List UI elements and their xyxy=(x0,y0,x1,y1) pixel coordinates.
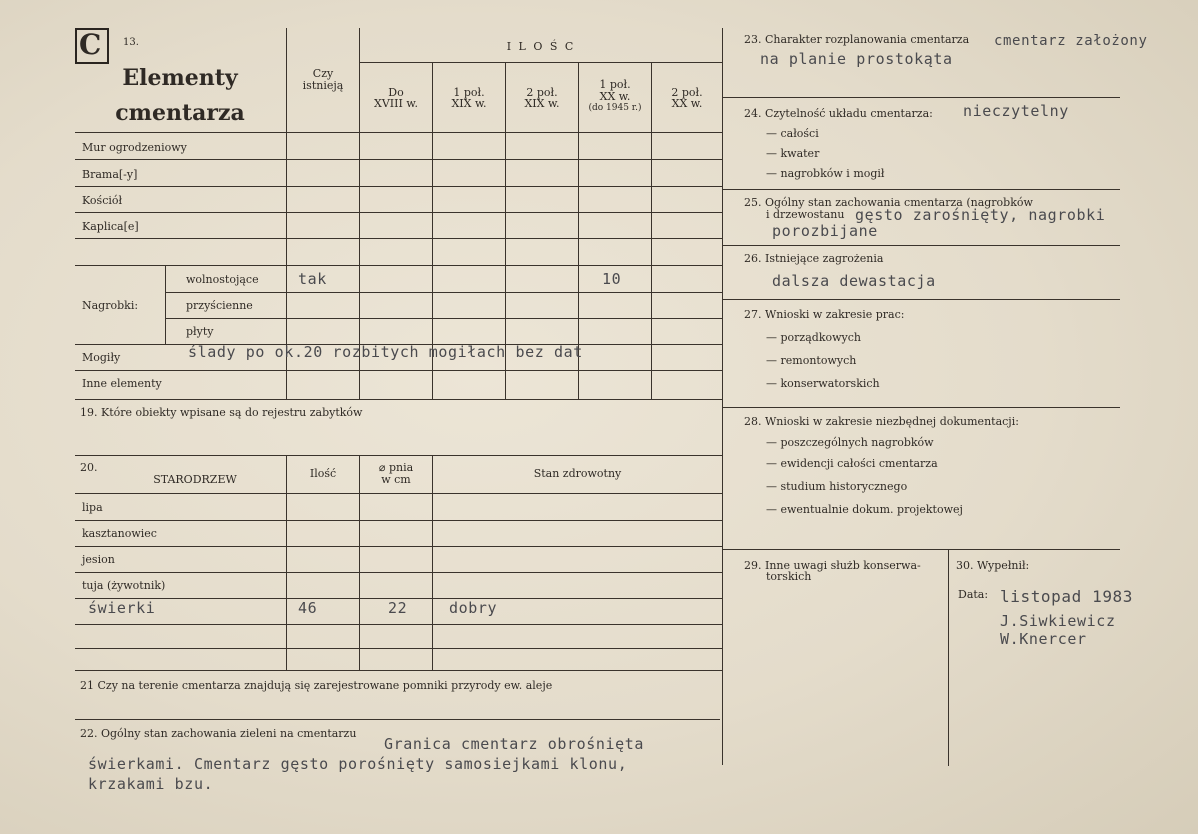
typed-section-22-line1: Granica cmentarz obrośnięta xyxy=(384,735,645,753)
czy-istnieja-header: Czy istnieją xyxy=(302,67,344,92)
rule xyxy=(75,186,722,187)
rule xyxy=(165,318,722,319)
rule xyxy=(75,572,722,573)
rule xyxy=(75,399,722,400)
section-24-item-1: — całości xyxy=(766,127,819,140)
rule xyxy=(722,97,1120,98)
starodrzew-header: STARODRZEW xyxy=(153,473,237,486)
section-27-item-2: — remontowych xyxy=(766,354,857,367)
section-27-item-3: — konserwatorskich xyxy=(766,377,880,390)
tree-kasztanowiec: kasztanowiec xyxy=(82,527,157,540)
rule xyxy=(75,546,722,547)
rule xyxy=(722,299,1120,300)
section-28-item-1: — poszczególnych nagrobków xyxy=(766,436,934,449)
corner-letter: C xyxy=(79,28,102,61)
section-28-item-2: — ewidencji całości cmentarza xyxy=(766,457,938,470)
section-27-label: 27. Wnioski w zakresie prac: xyxy=(744,308,905,321)
rule xyxy=(722,28,723,765)
typed-section-23-value2: na planie prostokąta xyxy=(760,50,953,68)
rule xyxy=(75,370,722,371)
period-header-3-l2: XIX w. xyxy=(524,97,560,110)
section-26-label: 26. Istniejące zagrożenia xyxy=(744,252,884,265)
period-header-4-l3: (do 1945 r.) xyxy=(588,103,642,113)
pnia-header-l2: w cm xyxy=(381,473,411,486)
section-30-label: 30. Wypełnił: xyxy=(956,559,1030,572)
section-24-label: 24. Czytelność układu cmentarza: xyxy=(744,107,933,120)
tree-lipa: lipa xyxy=(82,501,103,514)
period-header-5-l2: XX w. xyxy=(671,97,703,110)
period-header-1-l1: Do xyxy=(388,86,404,99)
typed-section-24-value: nieczytelny xyxy=(963,102,1069,120)
section-19-label: 19. Które obiekty wpisane są do rejestru zabytków xyxy=(80,406,363,419)
typed-section-25-value1: gęsto zarośnięty, nagrobki xyxy=(855,206,1106,224)
tree-tuja: tuja (żywotnik) xyxy=(82,579,166,592)
typed-tak: tak xyxy=(298,270,327,288)
rule xyxy=(286,455,287,670)
typed-section-26-value: dalsza dewastacja xyxy=(772,272,936,290)
ilosc-header: I L O Ś C xyxy=(506,40,576,53)
section-28-item-4: — ewentualnie dokum. projektowej xyxy=(766,503,963,516)
period-header-2-l1: 1 poł. xyxy=(453,86,485,99)
section-29-label-1: 29. Inne uwagi służb konserwa- xyxy=(744,559,921,572)
rule xyxy=(948,549,949,766)
typed-tree-diameter: 22 xyxy=(388,599,408,617)
page-title-line1: Elementy xyxy=(122,65,238,91)
row-label-mogily: Mogiły xyxy=(82,351,121,364)
rule xyxy=(722,407,1120,408)
section-25-label-1: 25. Ogólny stan zachowania cmentarza (nagrobków xyxy=(744,196,1033,209)
rule xyxy=(722,549,1120,550)
section-23-label: 23. Charakter rozplanowania cmentarza xyxy=(744,33,970,46)
section-22-label: 22. Ogólny stan zachowania zieleni na cmentarzu xyxy=(80,727,357,740)
tree-jesion: jesion xyxy=(82,553,115,566)
typed-name-1: J.Siwkiewicz xyxy=(1000,612,1116,630)
period-header-2-l2: XIX w. xyxy=(451,97,487,110)
rule xyxy=(75,493,722,494)
rule xyxy=(360,62,722,63)
section-29-label-2: torskich xyxy=(766,570,812,583)
rule xyxy=(75,238,722,239)
typed-count-10: 10 xyxy=(602,270,622,288)
row-label-inne: Inne elementy xyxy=(82,377,162,390)
row-label-przyscienne: przyścienne xyxy=(186,299,253,312)
typed-swierki: świerki xyxy=(88,599,156,617)
rule xyxy=(432,455,433,670)
section-28-label: 28. Wnioski w zakresie niezbędnej dokumentacji: xyxy=(744,415,1019,428)
rule xyxy=(75,265,722,266)
row-label-wolnostojace: wolnostojące xyxy=(186,273,259,286)
typed-date: listopad 1983 xyxy=(1000,587,1134,606)
period-header-1-l2: XVIII w. xyxy=(374,97,418,110)
section-24-item-2: — kwater xyxy=(766,147,820,160)
rule xyxy=(75,719,720,720)
typed-mogily-note: ślady po ok.20 rozbitych mogiłach bez dat xyxy=(188,343,583,361)
typed-tree-count: 46 xyxy=(298,599,318,617)
pnia-header-l1: ⌀ pnia xyxy=(378,461,414,474)
section-24-item-3: — nagrobków i mogił xyxy=(766,167,885,180)
period-header-5-l1: 2 poł. xyxy=(671,86,703,99)
section-25-label-2: i drzewostanu xyxy=(766,208,845,221)
section-27-item-1: — porządkowych xyxy=(766,331,861,344)
typed-section-22-line2: świerkami. Cmentarz gęsto porośnięty samosiejkami klonu, xyxy=(88,755,628,773)
section-21-label: 21 Czy na terenie cmentarza znajdują się zarejestrowane pomniki przyrody ew. aleje xyxy=(80,679,553,692)
rule xyxy=(75,132,722,133)
typed-section-23-value1: cmentarz założony xyxy=(994,33,1148,49)
rule xyxy=(359,455,360,670)
rule xyxy=(722,189,1120,190)
date-label: Data: xyxy=(958,588,989,601)
rule xyxy=(165,292,722,293)
section-28-item-3: — studium historycznego xyxy=(766,480,908,493)
typed-tree-state: dobry xyxy=(449,599,498,617)
typed-name-2: W.Knercer xyxy=(1000,630,1087,648)
row-label-brama: Brama[-y] xyxy=(82,168,138,181)
section-13-number: 13. xyxy=(123,37,139,48)
rule xyxy=(165,265,166,344)
period-header-4-l1: 1 poł. xyxy=(599,78,631,91)
stan-zdrowotny-header: Stan zdrowotny xyxy=(533,467,622,480)
rule xyxy=(75,624,722,625)
rule xyxy=(75,159,722,160)
rule xyxy=(651,62,652,399)
typed-section-22-line3: krzakami bzu. xyxy=(88,775,214,793)
rule xyxy=(75,212,722,213)
row-label-kaplica: Kaplica[e] xyxy=(82,220,139,233)
typed-section-25-value2: porozbijane xyxy=(772,222,878,240)
period-header-4-l2: XX w. xyxy=(599,90,631,103)
row-label-plyty: płyty xyxy=(186,325,214,338)
row-label-mur: Mur ogrodzeniowy xyxy=(82,141,187,154)
rule xyxy=(75,648,722,649)
rule xyxy=(722,245,1120,246)
ilosc-column-header: Ilość xyxy=(309,467,337,480)
row-label-nagrobki: Nagrobki: xyxy=(82,299,139,312)
row-label-kosciol: Kościół xyxy=(82,194,123,207)
rule xyxy=(75,520,722,521)
page-title-line2: cmentarza xyxy=(115,100,245,126)
rule xyxy=(75,670,722,671)
rule xyxy=(75,455,722,456)
period-header-3-l1: 2 poł. xyxy=(526,86,558,99)
section-20-number: 20. xyxy=(80,461,98,474)
